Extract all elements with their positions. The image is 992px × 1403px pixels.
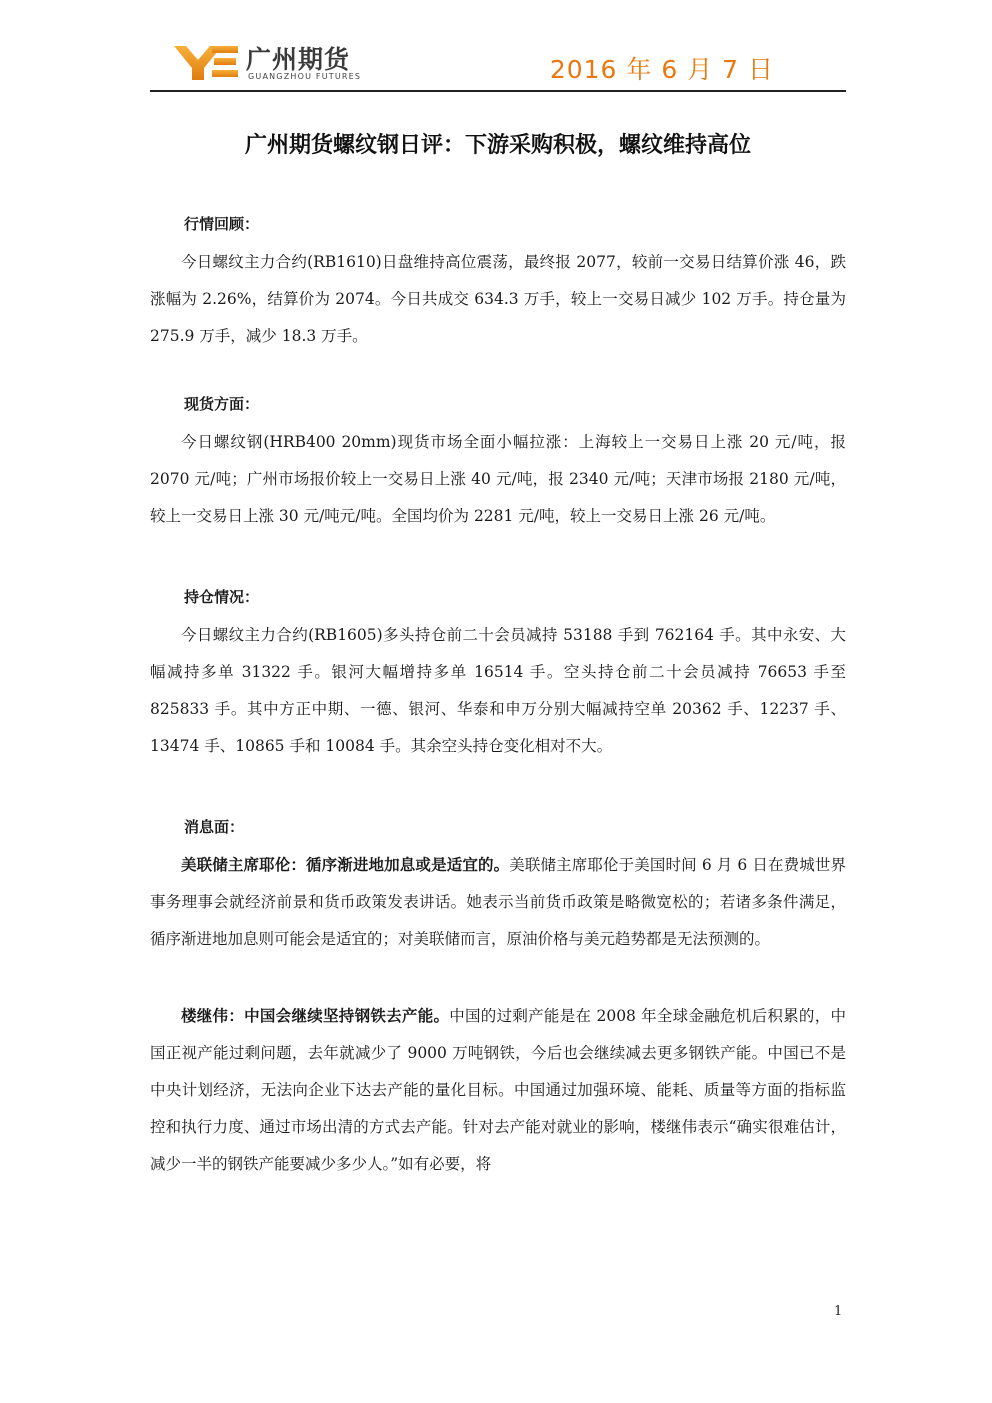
page-header: [150, 30, 846, 92]
spot-paragraph: 今日螺纹钢(HRB400 20mm)现货市场全面小幅拉涨：上海较上一交易日上涨 20 元/吨，报 2070 元/吨；广州市场报价较上一交易日上涨 40 元/吨，报 2340 元/吨；天津市场报 2180 元/吨，较上一交易日上涨 30 元/吨元/吨。全国均价为 2281 元/吨，较上一交易日上涨 26 元/吨。: [150, 433, 846, 525]
section-heading-spot: 现货方面：: [184, 395, 260, 413]
section-heading-market-review: 行情回顾：: [184, 215, 260, 233]
news-lead-fed: 美联储主席耶伦：循序渐进地加息或是适宜的。: [181, 856, 510, 874]
report-date: 2016 年 6 月 7 日: [549, 55, 774, 84]
yf-logo-icon: [172, 40, 242, 84]
positions-paragraph: 今日螺纹主力合约(RB1605)多头持仓前二十会员减持 53188 手到 762164 手。其中永安、大幅减持多单 31322 手。银河大幅增持多单 16514 手。空头持仓前二十会员减持 76653 手至 825833 手。其中方正中期、一德、银河、华泰和申万分别大幅减持空单 20362 手、12237 手、13474 手、10865 手和 10084 手。其余空头持仓变化相对不大。: [150, 626, 846, 755]
news-item-lou: [150, 998, 846, 1183]
market-review-paragraph: 今日螺纹主力合约(RB1610)日盘维持高位震荡，最终报 2077，较前一交易日结算价涨 46，跌涨幅为 2.26%，结算价为 2074。今日共成交 634.3 万手，较上一交易日减少 102 万手。持仓量为 275.9 万手，减少 18.3 万手。: [150, 253, 846, 345]
section-heading-positions: 持仓情况：: [184, 588, 260, 606]
logo-text: 广州期货: [246, 45, 351, 74]
company-logo: [172, 40, 372, 84]
logo-subtext: GUANGZHOU FUTURES: [248, 72, 362, 81]
news-item-fed: [150, 847, 846, 958]
document-body: [150, 212, 846, 1183]
news-lead-lou: 楼继伟：中国会继续坚持钢铁去产能。: [181, 1007, 450, 1025]
page-number: 1: [834, 1304, 843, 1319]
header-divider: [150, 90, 846, 92]
section-heading-news: 消息面：: [184, 818, 245, 836]
news-body-fed: 美联储主席耶伦于美国时间 6 月 6 日在费城世界事务理事会就经济前景和货币政策发表讲话。她表示当前货币政策是略微宽松的；若诸多条件满足，循序渐进地加息则可能会是适宜的；对美联储而言，原油价格与美元趋势都是无法预测的。: [150, 856, 846, 948]
news-body-lou: 中国的过剩产能是在 2008 年全球金融危机后积累的，中国正视产能过剩问题，去年就减少了 9000 万吨钢铁，今后也会继续减去更多钢铁产能。中国已不是中央计划经济，无法向企业下达去产能的量化目标。中国通过加强环境、能耗、质量等方面的指标监控和执行力度、通过市场出清的方式去产能。针对去产能对就业的影响，楼继伟表示“确实很难估计，减少一半的钢铁产能要减少多少人。”如有必要，将: [150, 1007, 846, 1173]
document-title: 广州期货螺纹钢日评：下游采购积极，螺纹维持高位: [244, 133, 751, 158]
